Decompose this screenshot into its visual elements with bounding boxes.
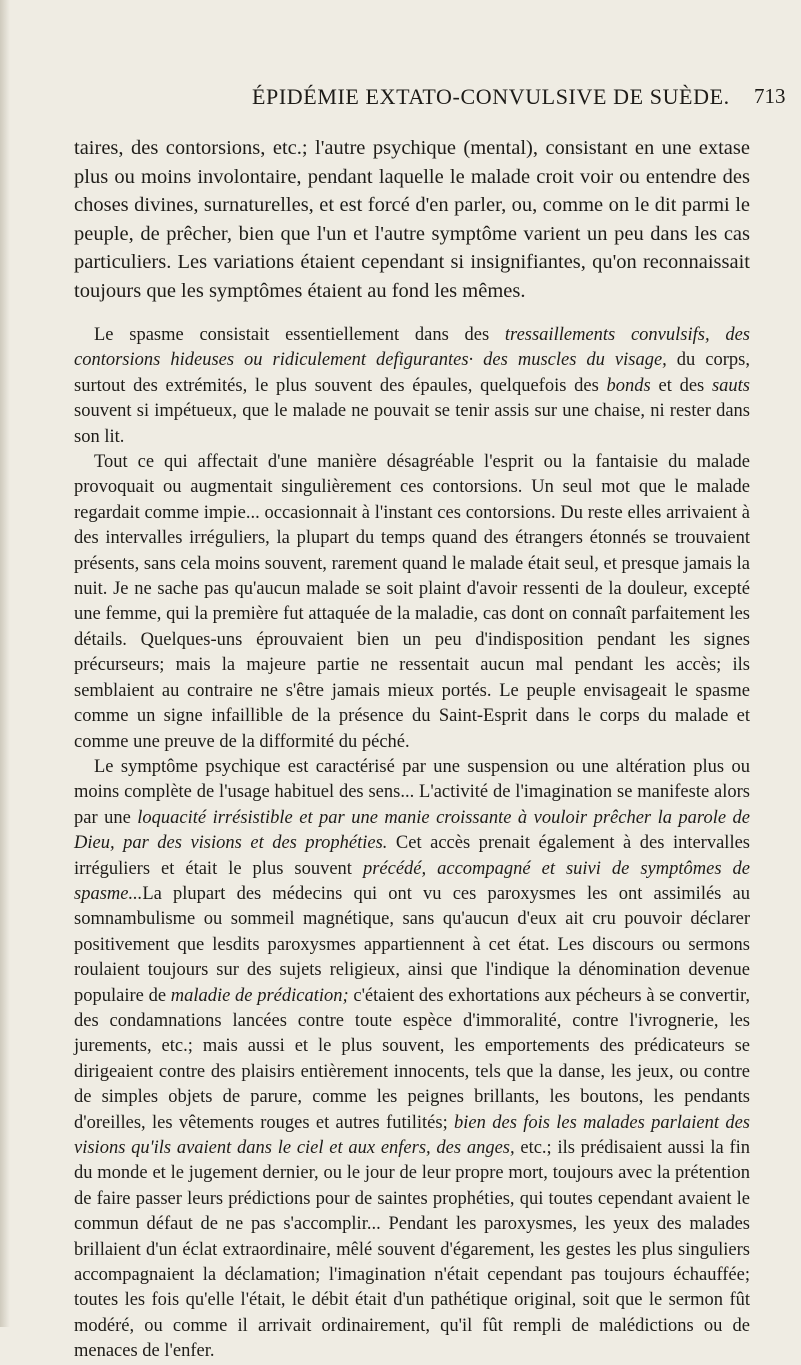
p1-text-c: et des (650, 375, 712, 396)
p3-text-b: Cet accès prenait également à des intervalles irréguliers et était le plus souvent (74, 833, 750, 879)
p3-text-d: c'étaient des exhortations aux pécheurs à se convertir, des condamnations lancées contre toute espèce d'immoralité, contre l'ivrognerie, les jurements, etc.; mais aussi et le plus souvent, les emportements des prédicateurs se dirigeaient contre des plaisirs entièrement innocents, tels que la danse, les jeux, ou contre de simples objets de parure, comme les peignes brillants, les boutons, les pendants d'oreilles, les vêtements rouges et autres futilités; (74, 985, 751, 1133)
p1-emphasis-2: bonds (606, 375, 651, 396)
p1-text-b: du corps, surtout des extrémités, le plus souvent des épaules, quelquefois des (74, 350, 750, 396)
p1-text-a: Le spasme consistait essentiellement dans des (94, 325, 505, 345)
p1-emphasis-1: tressaillements convulsifs, des contorsions hideuses ou ridiculement defigurantes· des muscles du visage, (74, 325, 750, 371)
p1-emphasis-3: sauts (711, 375, 751, 396)
paragraph-symptome-psychique (74, 755, 750, 1365)
paragraph-spasme (74, 323, 750, 450)
p1-text-d: souvent si impétueux, que le malade ne pouvait se tenir assis sur une chaise, ni rester dans son lit. (74, 401, 750, 447)
p3-text-a: Le symptôme psychique est caractérisé par une suspension ou une altération plus ou moins complète de l'usage habituel des sens... L'activité de l'imagination se manifeste alors par une (74, 756, 750, 828)
body-text (74, 134, 750, 1365)
paragraph-gap (74, 305, 750, 323)
running-head: ÉPIDÉMIE EXTATO-CONVULSIVE DE SUÈDE. (252, 84, 730, 109)
p3-text-c: La plupart des médecins qui ont vu ces paroxysmes les ont assimilés au somnambulisme ou sommeil magnétique, sans qu'aucun d'eux ait cru pouvoir déclarer positivement que lesdits paroxysmes appartiennent à cet état. Les discours ou sermons roulaient toujours sur des sujets religieux, ainsi que l'indique la dénomination devenue populaire de (74, 883, 750, 1006)
page-header (0, 84, 801, 114)
page-edge-shadow (0, 0, 10, 1327)
intro-paragraph (74, 134, 750, 305)
p3-emphasis-4: bien des fois les malades parlaient des visions qu'ils avaient dans le ciel et aux enfers, des anges, (74, 1112, 750, 1158)
paragraph-contorsions (74, 450, 750, 755)
intro-text: taires, des contorsions, etc.; l'autre psychique (mental), consistant en une extase plus ou moins involontaire, pendant laquelle le malade croit voir ou entendre des choses divines, surnaturelles, et est forcé d'en parler, ou, comme on le dit parmi le peuple, de prêcher, bien que l'un et l'autre symptôme varient un peu dans les cas particuliers. Les variations étaient cependant si insignifiantes, qu'on reconnaissait toujours que les symptômes étaient au fond les mêmes. (74, 137, 750, 302)
p3-emphasis-2: précédé, accompagné et suivi de symptômes de spasme... (74, 858, 750, 904)
p3-emphasis-3: maladie de prédication; (170, 985, 349, 1006)
p3-emphasis-1: loquacité irrésistible et par une manie croissante à vouloir prêcher la parole de Dieu, par des visions et des prophéties. (74, 807, 750, 854)
page-number: 713 (754, 84, 786, 108)
p2-text: Tout ce qui affectait d'une manière désagréable l'esprit ou la fantaisie du malade provoquait ou augmentait singulièrement ces contorsions. Un seul mot que le malade regardait comme impie... occasionnait à l'instant ces contorsions. Du reste elles arrivaient à des intervalles irréguliers, la plupart du temps quand des étrangers étonnés se trouvaient présents, sans cela moins souvent, rarement quand le malade était seul, et presque jamais la nuit. Je ne sache pas qu'aucun malade se soit plaint d'avoir ressenti de la douleur, excepté une femme, qui la première fut attaquée de la maladie, cas dont on connaît parfaitement les détails. Quelques-uns éprouvaient bien un peu d'indisposition pendant les signes précurseurs; mais la majeure partie ne ressentait aucun mal pendant les accès; ils semblaient au contraire ne s'être jamais mieux portés. Le peuple envisageait le spasme comme un signe infaillible de la présence du Saint-Esprit dans le corps du malade et comme une preuve de la difformité du péché. (74, 452, 750, 752)
p3-text-e: etc.; ils prédisaient aussi la fin du monde et le jugement dernier, ou le jour de leur propre mort, toujours avec la prétention de faire passer leurs prédictions pour de saintes prophéties, qui toutes cependant avaient le commun défaut de ne pas s'accomplir... Pendant les paroxysmes, les yeux des malades brillaient d'un éclat extraordinaire, mêlé souvent d'égarement, les gestes les plus singuliers accompagnaient la déclamation; l'imagination n'était cependant pas toujours échauffée; toutes les fois qu'elle l'était, le débit était d'un pathétique original, soit que le sermon fût modéré, ou comme il arrivait ordinairement, qu'il fût rempli de malédictions ou de menaces de l'enfer. (74, 1138, 750, 1362)
